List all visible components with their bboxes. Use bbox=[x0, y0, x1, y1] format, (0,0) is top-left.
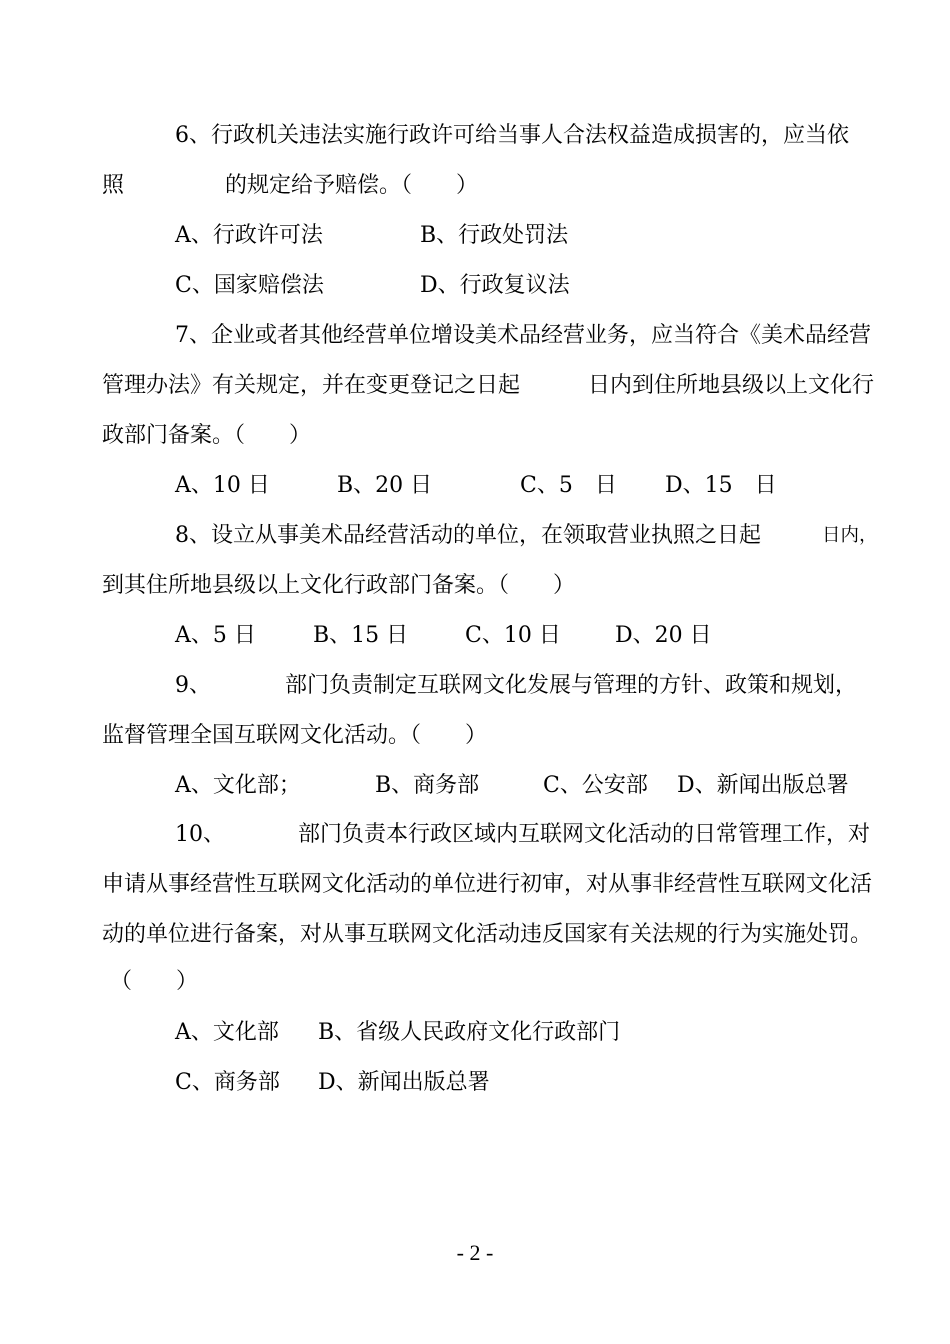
q7-option-a: A、10 日 bbox=[175, 473, 270, 498]
q9-line-2: 监督管理全国互联网文化活动。（ ） bbox=[102, 723, 488, 748]
q7-line-3: 政部门备案。（ ） bbox=[102, 423, 312, 448]
q7-line-2-end: 日内到住所地县级以上文化行 bbox=[588, 373, 875, 398]
q6-option-d: D、行政复议法 bbox=[420, 273, 570, 298]
q7-line-2-start: 管理办法》有关规定，并在变更登记之日起 bbox=[102, 373, 521, 398]
q9-option-a: A、文化部； bbox=[175, 773, 301, 798]
q7-option-d: D、15 日 bbox=[665, 473, 777, 498]
q10-option-c: C、商务部 bbox=[175, 1070, 280, 1095]
q7-option-c: C、5 日 bbox=[520, 473, 617, 498]
q9-line-1-end: 部门负责制定互联网文化发展与管理的方针、政策和规划， bbox=[285, 673, 858, 698]
q9-option-d: D、新闻出版总署 bbox=[677, 773, 849, 798]
q8-line-2: 到其住所地县级以上文化行政部门备案。（ ） bbox=[102, 573, 576, 598]
q8-option-b: B、15 日 bbox=[313, 623, 409, 648]
q9-option-c: C、公安部 bbox=[543, 773, 648, 798]
q6-option-c: C、国家赔偿法 bbox=[175, 273, 324, 298]
q6-line-2-end: 的规定给予赔偿。（ ） bbox=[225, 173, 479, 198]
q10-line-1-end: 部门负责本行政区域内互联网文化活动的日常管理工作，对 bbox=[298, 822, 871, 847]
q8-option-d: D、20 日 bbox=[615, 623, 712, 648]
q10-line-1-start: 10、 bbox=[175, 822, 225, 847]
q10-line-2: 申请从事经营性互联网文化活动的单位进行初审，对从事非经营性互联网文化活 bbox=[102, 872, 873, 897]
q10-option-d: D、新闻出版总署 bbox=[318, 1070, 490, 1095]
q7-option-b: B、20 日 bbox=[337, 473, 433, 498]
q6-line-2-start: 照 bbox=[102, 173, 125, 198]
page-number: - 2 - bbox=[456, 1240, 494, 1265]
q6-line-1: 6、行政机关违法实施行政许可给当事人合法权益造成损害的，应当依 bbox=[175, 123, 849, 148]
q10-line-4: （ ） bbox=[110, 969, 199, 994]
q6-option-b: B、行政处罚法 bbox=[420, 223, 569, 248]
q8-line-1-end: 日内， bbox=[822, 525, 878, 546]
q9-option-b: B、商务部 bbox=[375, 773, 480, 798]
q9-line-1-start: 9、 bbox=[175, 673, 211, 698]
q8-option-a: A、5 日 bbox=[175, 623, 256, 648]
q10-line-3: 动的单位进行备案，对从事互联网文化活动违反国家有关法规的行为实施处罚。 bbox=[102, 922, 873, 947]
q6-option-a: A、行政许可法 bbox=[175, 223, 323, 248]
q10-option-a: A、文化部 bbox=[175, 1020, 279, 1045]
q10-option-b: B、省级人民政府文化行政部门 bbox=[318, 1020, 621, 1045]
q7-line-1: 7、企业或者其他经营单位增设美术品经营业务，应当符合《美术品经营 bbox=[175, 323, 871, 348]
q8-line-1-start: 8、设立从事美术品经营活动的单位，在领取营业执照之日起 bbox=[175, 523, 761, 548]
q8-option-c: C、10 日 bbox=[465, 623, 561, 648]
